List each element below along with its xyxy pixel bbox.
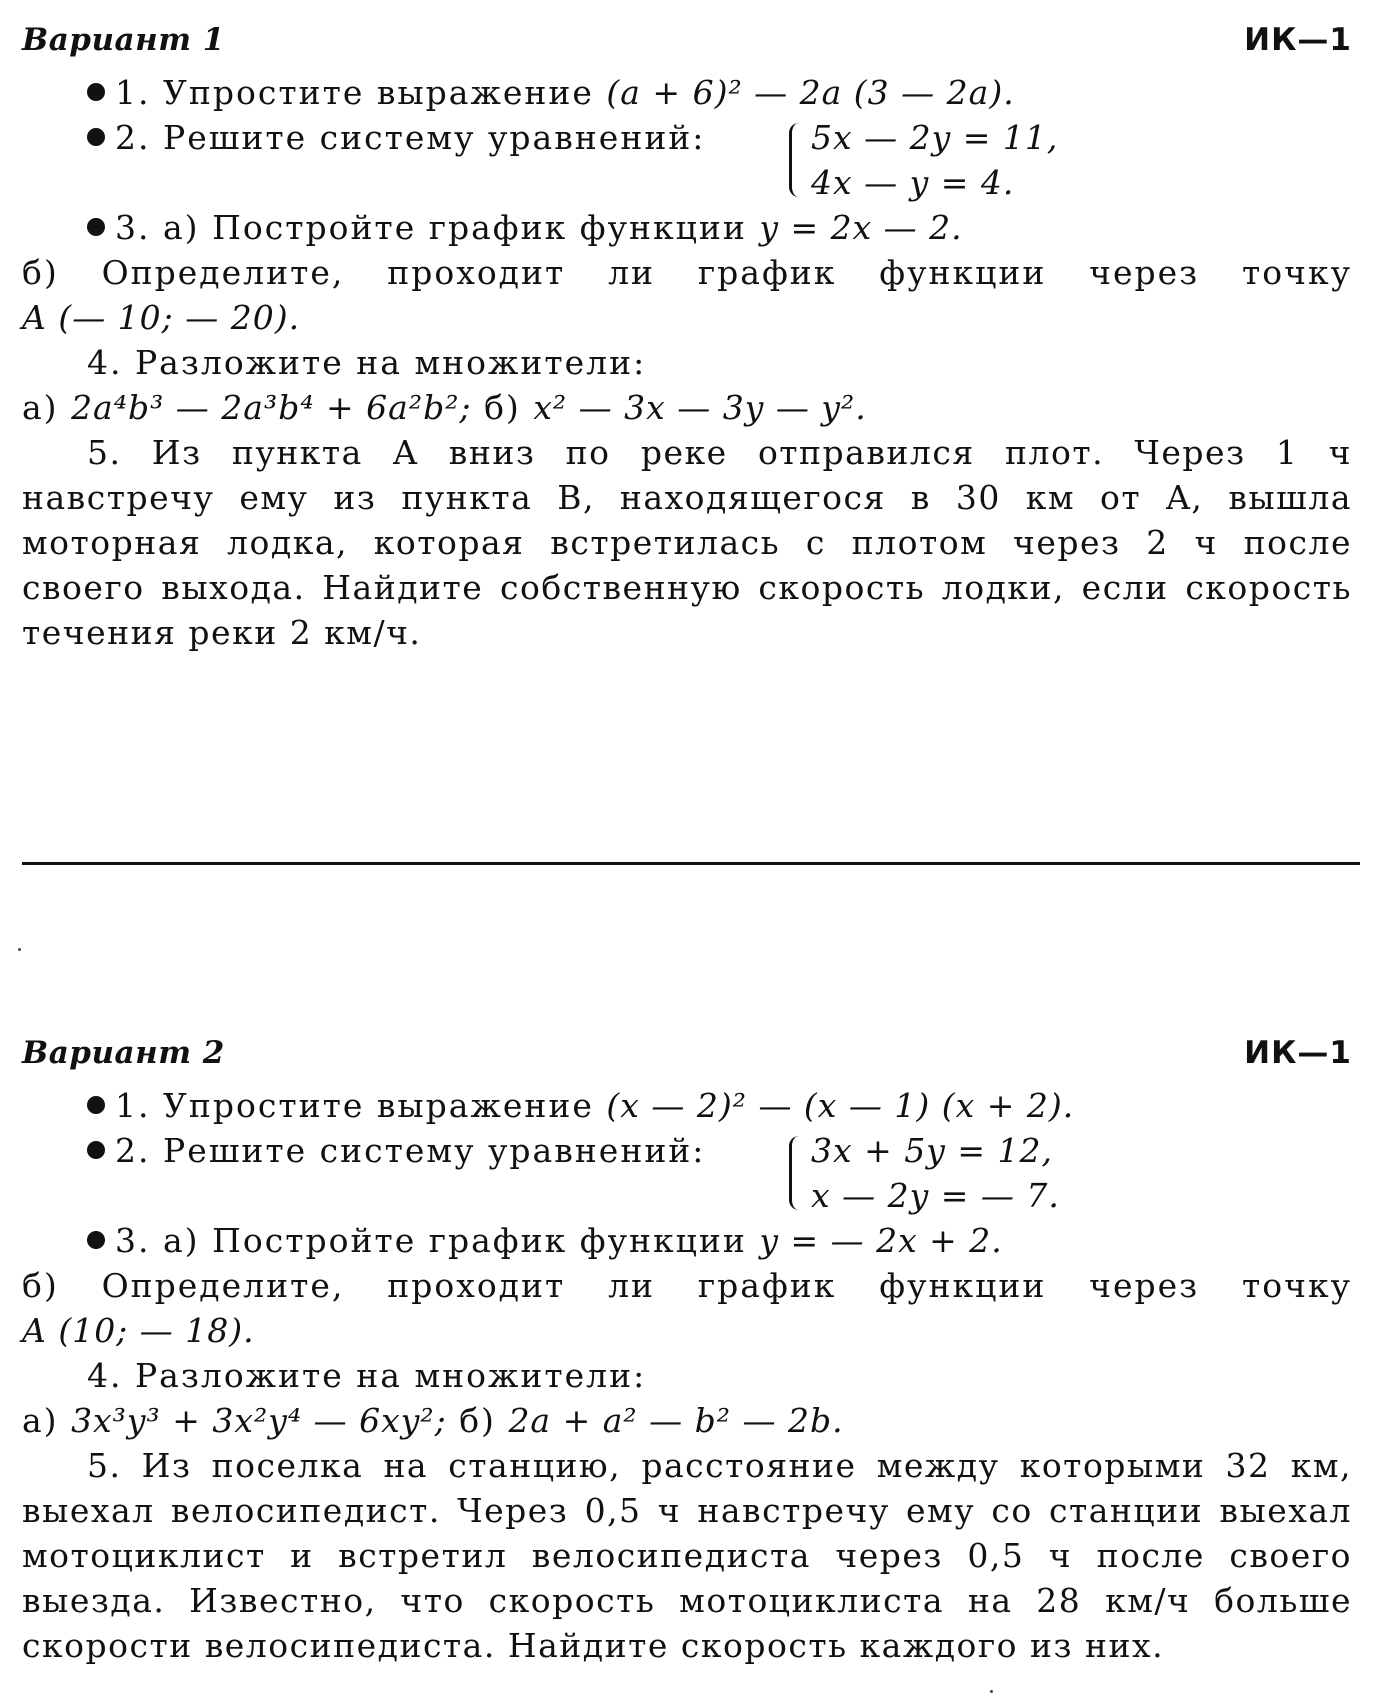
task-4-expression-b: 2a + a² — b² — 2b.: [508, 1401, 844, 1440]
task-4-expressions: [22, 1398, 1352, 1443]
scan-speck: [18, 948, 21, 951]
scan-speck: [990, 1690, 993, 1693]
task-3a-part: а): [163, 1221, 200, 1260]
task-3b-text: Определите, проходит ли график функции через точку: [101, 1266, 1352, 1305]
task-3a: [22, 1218, 1352, 1263]
variant-code: ИК—1: [1244, 1035, 1352, 1071]
task-2-number: 2.: [115, 118, 151, 157]
task-1-expression: (x — 2)² — (x — 1) (x + 2).: [606, 1086, 1075, 1125]
task-5: 5. Из пункта A вниз по реке отправился плот. Через 1 ч навстречу ему из пункта B, находящегося в 30 км от A, вышла моторная лодка, которая встретилась с плотом через 2 ч после своего выхода. Найдите собственную скорость лодки, если скорость течения реки 2 км/ч.: [22, 433, 1352, 652]
task-4-expressions: [22, 385, 1352, 430]
task-3a-part: а): [163, 208, 200, 247]
variant-header: [22, 22, 1352, 70]
task-1-label: Упростите выражение: [163, 1086, 594, 1125]
task-3b-text: Определите, проходит ли график функции через точку: [101, 253, 1352, 292]
task-3b-point: A (— 10; — 20).: [22, 298, 301, 337]
task-1-expression: (a + 6)² — 2a (3 — 2a).: [606, 73, 1015, 112]
task-3-number: 3.: [115, 208, 151, 247]
bullet-icon: [87, 128, 105, 146]
task-1: [22, 70, 1352, 115]
task-3a-label: Постройте график функции: [212, 208, 747, 247]
task-3a-label: Постройте график функции: [212, 1221, 747, 1260]
system-equation-1: 3x + 5y = 12,: [811, 1131, 1053, 1170]
task-2-label: Решите систему уравнений:: [163, 118, 706, 157]
variant-1: [22, 22, 1352, 655]
task-4-part-b: б): [484, 388, 521, 427]
task-3b-point: A (10; — 18).: [22, 1311, 255, 1350]
task-3b-part: б): [22, 253, 59, 292]
task-3a-function: y = 2x — 2.: [759, 208, 963, 247]
bullet-icon: [87, 1096, 105, 1114]
system-equation-1: 5x — 2y = 11,: [811, 118, 1059, 157]
task-4-label: 4. Разложите на множители:: [87, 343, 647, 382]
task-1-number: 1.: [115, 1086, 151, 1125]
bullet-icon: [87, 218, 105, 236]
task-3a-function: y = — 2x + 2.: [759, 1221, 1003, 1260]
variant-header: [22, 1035, 1352, 1083]
variant-2: [22, 1035, 1352, 1668]
task-2-label-line: [87, 1128, 705, 1173]
curly-brace-icon: [789, 123, 802, 197]
task-4-expression-b: x² — 3x — 3y — y².: [533, 388, 867, 427]
task-4-expression-a: 3x³y³ + 3x²y⁴ — 6xy²;: [71, 1401, 447, 1440]
task-4-title: [22, 1353, 1352, 1398]
bullet-icon: [87, 1231, 105, 1249]
task-3b: [22, 250, 1352, 295]
system-equation-2: 4x — y = 4.: [811, 163, 1015, 202]
curly-brace-icon: [789, 1136, 802, 1210]
bullet-icon: [87, 1141, 105, 1159]
task-5: 5. Из поселка на станцию, расстояние между которыми 32 км, выехал велосипедист. Через 0,5 ч навстречу ему со станции выехал мотоциклист и встретил велосипедиста через 0,5 ч после своего выезда. Известно, что скорость мотоциклиста на 28 км/ч больше скорости велосипедиста. Найдите скорость каждого из них.: [22, 1446, 1352, 1665]
task-2-label-line: [87, 115, 705, 160]
task-4-part-b: б): [459, 1401, 496, 1440]
task-3a: [22, 205, 1352, 250]
bullet-icon: [87, 83, 105, 101]
task-4-part-a: а): [22, 1401, 59, 1440]
task-2: [22, 115, 1352, 205]
task-4-label: 4. Разложите на множители:: [87, 1356, 647, 1395]
task-3-number: 3.: [115, 1221, 151, 1260]
system-equation-2: x — 2y = — 7.: [811, 1176, 1060, 1215]
task-2: [22, 1128, 1352, 1218]
variant-code: ИК—1: [1244, 22, 1352, 58]
task-1-label: Упростите выражение: [163, 73, 594, 112]
variant-title: Вариант 2: [22, 1035, 225, 1071]
task-4-part-a: а): [22, 388, 59, 427]
task-3b-part: б): [22, 1266, 59, 1305]
task-3b-point-line: [22, 1308, 1352, 1353]
variant-title: Вариант 1: [22, 22, 225, 58]
task-4-title: [22, 340, 1352, 385]
task-2-label: Решите систему уравнений:: [163, 1131, 706, 1170]
task-4-expression-a: 2a⁴b³ — 2a³b⁴ + 6a²b²;: [71, 388, 472, 427]
cut-line-divider: [22, 862, 1360, 865]
task-1: [22, 1083, 1352, 1128]
task-3b-point-line: [22, 295, 1352, 340]
task-1-number: 1.: [115, 73, 151, 112]
task-3b: [22, 1263, 1352, 1308]
task-2-number: 2.: [115, 1131, 151, 1170]
